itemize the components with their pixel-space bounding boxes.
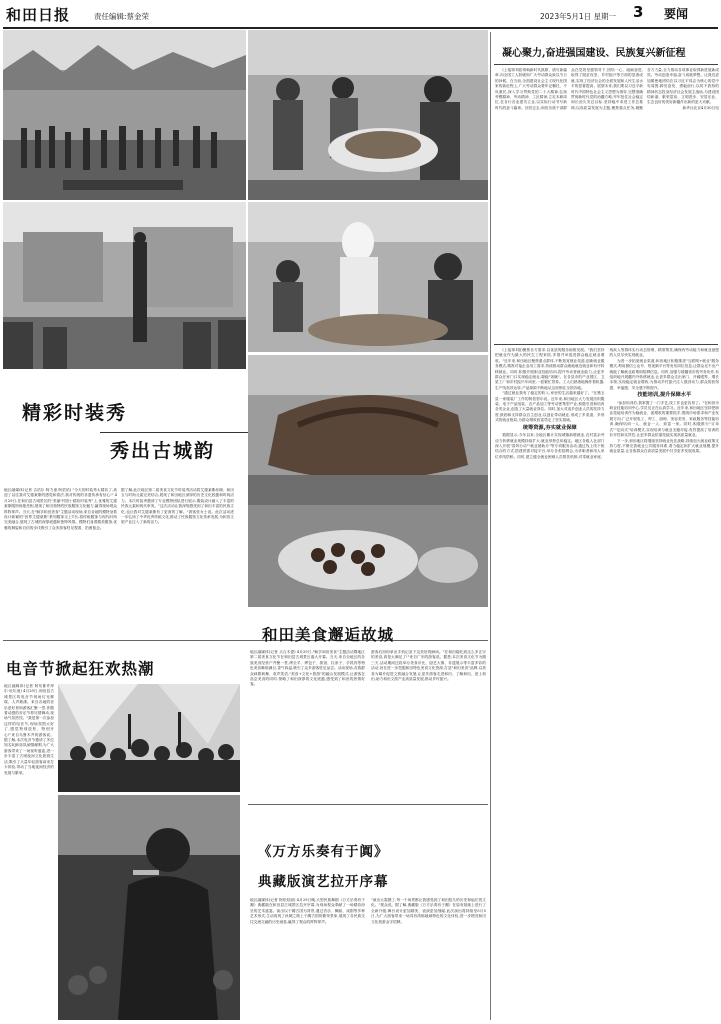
chef-food-photo (248, 202, 488, 352)
newspaper-logo: 和田日报 (6, 6, 71, 24)
food-festival-photo (248, 30, 488, 200)
music-article: 地区融媒体(记者 阿布都许库尔·吐尔逊) 4月29日,和田县古城景区的电音节现场灯光璀璨、人声鼎沸。来自各地的音乐爱好者和游客汇聚一堂,伴随着动感的音乐节奏尽情舞动,现场气氛热烈。"我是第一次参加这样的电音节,现场氛围太好了,感觉特别放松、特别开心!"来自乌鲁木齐的游客说。据了解,本次电音节邀请了多位知名DJ和乐队倾情献唱,为广大游客带来了一场视听盛宴,进一步丰富了古城夜间文化旅游生活,吸引了大量年轻游客前来打卡体验,带动了当地夜间经济的发展与繁荣。 (4, 684, 54, 775)
fashion-article-col2: 据了解,此次地区第二届美食文化节时装秀活动将艾德莱斯丝绸、和田玉与时尚元素完美结合,展现了和田地区深厚的历史文化底蕴和时尚活力。本次时装秀邀请了专业模特团队进行展示,服装设计融入了丰富的民族元素和现代审美。"这次活动让我深刻感受到了和田丰富的民族文化,也让我对艾德莱斯有了更深的了解。"游客张女士说。此次活动进一步弘扬了中华优秀传统文化,推动了民族服饰文化传承发展,为和田文旅产业注入了新的活力。 (121, 488, 234, 525)
employment-para-6: 下一步,和田地区将继续坚持就业优先战略,持续加大就业政策支持力度,不断完善就业公共服务体系,着力稳定和扩大就业规模,提升就业质量,让各族群众在高质量发展中共享更多发展成果。 (609, 438, 719, 454)
opera-headline-main: 《万方乐奏有于阗》 (258, 844, 389, 860)
lead-article-body: (上接第1版)奏响新时代凯歌、谱写新篇章,向全国工人阶级和广大劳动群众致以节日的问候。在当前,全面建设社会主义现代化国家的新征程上,广大劳动群众要牢记嘱托、不负重托,深入学习贯彻党的二十大精神,弘扬劳模精神、劳动精神、工匠精神,立足本职岗位,在各行各业建功立业,以实际行动书写新时代的奋斗篇章。回首过去,和田各族干部群众在党的坚强领导下,团结一心、砥砺奋进,取得了脱贫攻坚、乡村振兴等方面的显著成就,实现了经济社会的全面发展和人民生活水平的显著提高。展望未来,我们要以习近平新时代中国特色社会主义思想为指导,完整准确贯彻新时代党的治疆方略,牢牢扭住社会稳定和长治久安总目标,坚持稳中求进工作总基调,以高质量发展为主题,聚焦重点任务,凝聚各方力量,全力推动各项事业取得新进展新成效。劳动创造幸福,奋斗成就梦想。让我们更加紧密地团结在以习近平同志为核心的党中央周围,踔厉奋发、勇毅前行,以时不我待的精神状态投身经济社会发展主战场,为建设团结和谐、繁荣富裕、文明进步、安居乐业、生态良好的美好新疆作出新的更大贡献。 (495, 68, 719, 110)
opera-article-col1: 地区融媒体(记者 阿依姑丽) 4月29日晚,大型民族舞剧《万方乐奏有于阗》典藏版在和田县古城景区拉开序幕,为现场观众奉献了一场精彩纷呈的艺术盛宴。演出以于阗古国为背景,通过音乐、舞蹈、戏剧等多种艺术形式,生动再现了丝绸之路上于阗古国的繁荣景象,展现了各民族交往交流交融的历史画卷,赢得了观众的阵阵掌声。 (250, 898, 365, 924)
fashion-model-photo (3, 202, 246, 369)
employment-para-2: "通过就业我有了稳定的收入,家里的生活越来越好了。"在墨玉县一家服装厂工作的阿依努尔说。近年来,和田地区大力发展纺织服装、电子产品组装、农产品加工等劳动密集型产业,积极引进和培育各类企业,创造了大量就业岗位。同时,加大对返乡创业人员的扶持力度,鼓励和支持群众自主创业,以创业带动就业,形成了多渠道、多形式的就业格局,为群众增收致富奠定了坚实基础。 (495, 391, 605, 423)
main-column-divider (490, 32, 491, 1020)
issue-date: 2023年5月1日 星期一 (540, 12, 617, 21)
opera-section-rule (248, 804, 488, 805)
employment-para-3: 数据显示,今年以来,全地区累计实现城镇新增就业,农村富余劳动力转移就业规模持续扩大,就业形势总体稳定。地区各级人社部门深入开展"春风行动""就业援助月"等专项服务活动,通过线上线下相结合的方式,搭建供需对接平台,举办各类招聘会,为求职者和用人单位牵线搭桥。同时,建立健全就业困难人员帮扶机制,对零就业家庭、残疾人等群体实行动态管理、精准帮扶,确保有劳动能力和就业意愿的人员尽快实现就业。 (495, 348, 719, 459)
fashion-section-bottom-rule (3, 640, 488, 641)
food-article-col2: 游客们纷纷拿出手机记录下这美好的瞬间。"在和田能吃到这么多正宗的美食,真是太满足了!"来自广东的游客说。据悉,本次美食文化节为期三天,活动期间还将举办美食评比、厨艺大赛、非遗展示等丰富多彩的活动,旨在进一步挖掘和田特色美食文化资源,打造"和田美食"品牌,以美食为媒介促进文旅融合发展,让更多游客走进和田、了解和田、爱上和田,助力和田文旅产业高质量发展,推动乡村振兴。 (371, 650, 486, 682)
food-article-col1: 地区融媒体(记者 买合木提) 4月29日,"畅享和田美食"主题活动暨地区第二届美食文化节在和田县古城景区盛大开幕。当天,来自全地区的各族美食经营户齐聚一堂,烤全羊、烤包子、抓饭、拉条子、手抓肉等特色美食琳琅满目,香气四溢,吸引了众多游客驻足品尝。活动现场,各族群众载歌载舞、欢声笑语,"美食+文化+旅游"的融合发展模式,让游客在品尝美食的同时,领略了和田深厚的文化底蕴,感受到了和田的热情好客。 (250, 650, 365, 687)
employment-article (495, 348, 719, 1020)
section-title: 要闻 (664, 7, 689, 21)
food-headline: 和田美食邂逅故城 (262, 625, 395, 644)
employment-para-1: (上接第1版)聚焦各方需求,以优质的服务助推发展。"我们坚持把就业作为最大的民生工程来抓,多措并举促进群众稳定就业增收。"近年来,和田地区聚焦重点群体,不断拓宽就业渠道,创新就业服务模式,精准对接企业用工需求,持续推动群众就地就近就业和有序转移就业。同时,积极开展职业技能培训,提升劳动者就业能力,让更多群众在家门口实现稳定就业,端稳"饭碗"。在各县市的产业园区、卫星工厂和乡村振兴车间里,一派繁忙景象。工人们熟练地操作着机器,生产线高效运转,产品源源不断地从这里销往全国各地。 (495, 348, 605, 390)
music-crowd-photo (58, 684, 240, 792)
lead-article-note: 新华社北京4月30日电 (682, 105, 719, 110)
page-number: 3 (633, 3, 644, 21)
music-singer-photo (58, 795, 240, 1020)
employment-para-4: 为进一步拓宽就业渠道,和田地区积极推进"互联网+就业"服务模式,利用微信公众号、短视频平台等发布岗位信息,让群众足不出户就能了解就业政策和招聘信息。同时,加强与援疆省市的劳务协作,有组织地开展疆内外转移就业,让更多群众走出家门、开阔眼界、增长本领,实现稳定就业增收,为推动乡村振兴注入强劲动力,群众的获得感、幸福感、安全感不断提升。 (609, 358, 719, 390)
masthead (0, 0, 721, 30)
lead-bottom-rule (494, 344, 718, 345)
fashion-headline-sub: 秀出古城韵 (110, 440, 216, 462)
fashion-headline-rule (100, 432, 250, 433)
employment-subhead-1: 统筹资源,夯实就业保障 (522, 424, 577, 431)
employment-para-5: "参加培训后,我掌握了一门手艺,找工作也更容易了。"在和田市职业技能培训中心,学员们正在认真学习。近年来,和田地区坚持把职业技能培训作为稳就业、促增收的重要抓手,围绕市场需求和产业发展方向,广泛开展电工、焊工、厨师、美容美发、家政服务等技能培训,确保培训一人、就业一人、致富一家。同时,积极推行"订单式""定向式"培训模式,实现培训与就业无缝对接,有效提高了培训的针对性和实效性,让更多群众依靠技能实现高质量就业。 (609, 400, 719, 438)
masthead-rule (3, 27, 718, 29)
employment-subhead-2: 技能培训,提升保障水平 (637, 392, 692, 399)
music-headline: 电音节掀起狂欢热潮 (6, 659, 155, 678)
fashion-article-col1: 地区融媒体(记者 吉祜尔·阿力甫 阿依姑) "今天的时装秀太精彩了,欢迎了以往我对艾德莱斯的感觉和看法,我对传统的非遗传承有信心!" 4月29日,在和田县古城景区的"美丽中国行·精彩时装秀"上,优雅的艾德莱斯服饰惊艳亮相,展现了和田独特的民族服饰文化魅力,赢得现场观众阵阵掌声。当天,在"畅享和田美食"主题活动现场,来自各地的模特身着设计新颖的"世界艾德莱斯"系列服饰走上T台,将传统服饰与现代时尚完美融合,展现了古城的深厚底蕴和独特风情。模特们身着精美服饰,优雅的舞姿和自信的步伐吸引了众多游客驻足观看、拍照留念。 (4, 488, 117, 530)
fashion-headline-main: 精彩时装秀 (22, 402, 128, 424)
fashion-show-photo (3, 30, 246, 200)
opera-article-col2: "演出太震撼了,每一个场景都让我感受到了和田悠久的历史和灿烂的文化。"观众说。据了解,典藏版《万方乐奏有于阗》在原有基础上进行了全新升级,舞台设计更加精美、表演更加细腻,此次演出将持续至5月5日,为广大游客带来一场具有浓郁地域特色的文化体验,进一步擦亮和田文化旅游金字招牌。 (371, 898, 486, 924)
lead-article (495, 68, 719, 340)
opera-headline-sub: 典藏版演艺拉开序幕 (258, 874, 389, 890)
lead-headline-rule (494, 64, 718, 65)
roasted-meat-photo (248, 355, 488, 505)
food-dish-photo (248, 505, 488, 607)
editor-credit: 责任编辑:蔡金荣 (94, 12, 150, 21)
lead-headline: 凝心聚力,奋进强国建设、民族复兴新征程 (502, 48, 686, 59)
